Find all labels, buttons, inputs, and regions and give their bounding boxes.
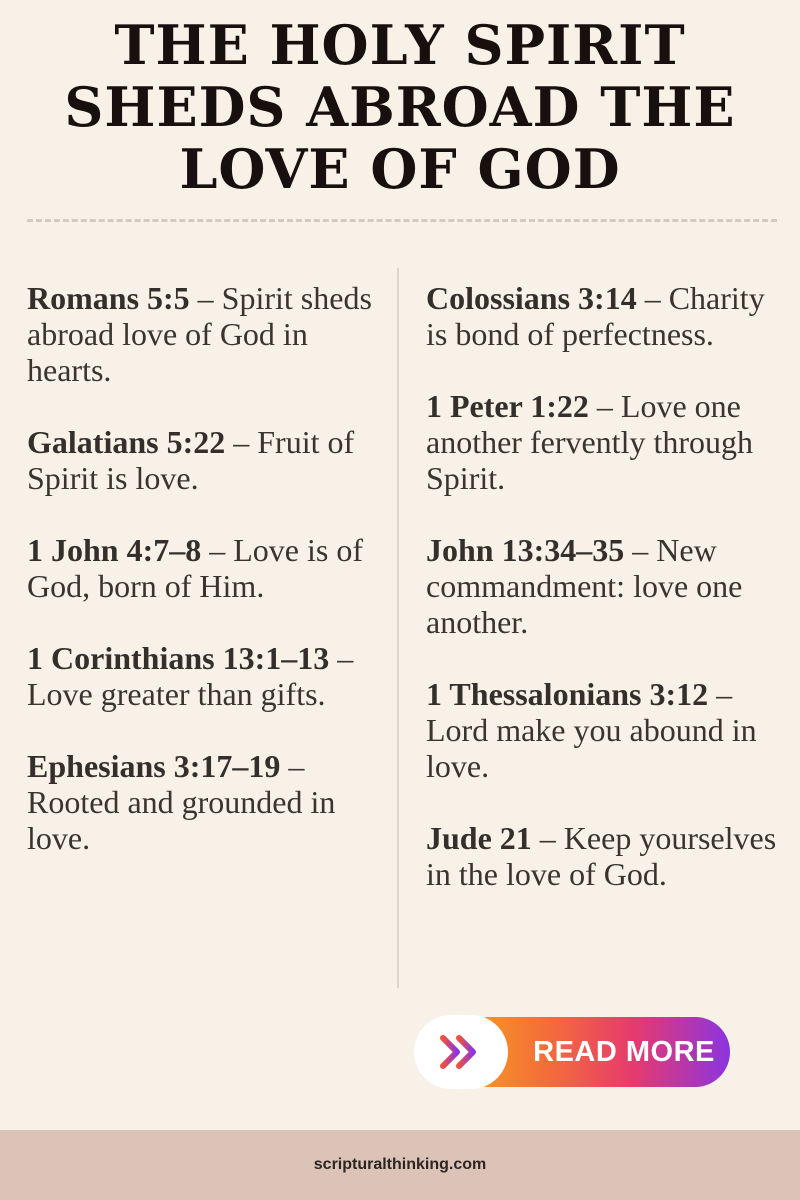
- read-more-label[interactable]: READ MORE: [533, 1036, 715, 1068]
- verse-summary: – Love is of God, born of Him.: [27, 532, 363, 604]
- verse-entry: [426, 532, 786, 640]
- verse-entry: [426, 388, 786, 496]
- verse-entry: [27, 532, 382, 604]
- read-more-icon-circle[interactable]: [414, 1015, 508, 1089]
- verse-reference: Galatians 5:22: [27, 424, 226, 460]
- verse-summary: – Lord make you abound in love.: [426, 676, 757, 784]
- verse-summary: – Rooted and grounded in love.: [27, 748, 336, 856]
- footer-site-link[interactable]: scripturalthinking.com: [313, 1156, 487, 1173]
- column-divider: [397, 268, 399, 988]
- right-column: [426, 280, 786, 928]
- verse-entry: [426, 280, 786, 352]
- verse-summary: – Love one another fervently through Spirit.: [426, 388, 753, 496]
- verse-entry: [27, 424, 382, 496]
- verse-summary: – New commandment: love one another.: [426, 532, 743, 640]
- verse-reference: Jude 21: [426, 820, 532, 856]
- title-line-1: THE HOLY SPIRIT: [114, 13, 686, 77]
- verse-reference: John 13:34–35: [426, 532, 625, 568]
- verse-reference: Colossians 3:14: [426, 280, 637, 316]
- verse-reference: 1 Corinthians 13:1–13: [27, 640, 330, 676]
- verse-reference: 1 John 4:7–8: [27, 532, 202, 568]
- verse-reference: Romans 5:5: [27, 280, 190, 316]
- verse-entry: [27, 748, 382, 856]
- verse-reference: 1 Thessalonians 3:12: [426, 676, 709, 712]
- verse-summary: – Keep yourselves in the love of God.: [426, 820, 777, 892]
- verse-summary: – Spirit sheds abroad love of God in hearts.: [27, 280, 372, 388]
- verse-reference: 1 Peter 1:22: [426, 388, 589, 424]
- verse-summary: – Love greater than gifts.: [27, 640, 354, 712]
- verse-entry: [27, 640, 382, 712]
- left-column: [27, 280, 382, 892]
- page-title: [0, 14, 800, 200]
- verse-summary: – Charity is bond of perfectness.: [426, 280, 765, 352]
- footer-band: [0, 1130, 800, 1200]
- verse-entry: [426, 820, 786, 892]
- title-line-3: LOVE OF GOD: [179, 137, 621, 201]
- title-line-2: SHEDS ABROAD THE: [64, 75, 736, 139]
- verse-entry: [27, 280, 382, 388]
- read-more-button[interactable]: [414, 1015, 730, 1089]
- double-chevron-right-icon: [437, 1032, 485, 1072]
- dashed-divider: [27, 219, 777, 222]
- verse-summary: – Fruit of Spirit is love.: [27, 424, 355, 496]
- verse-reference: Ephesians 3:17–19: [27, 748, 281, 784]
- verse-entry: [426, 676, 786, 784]
